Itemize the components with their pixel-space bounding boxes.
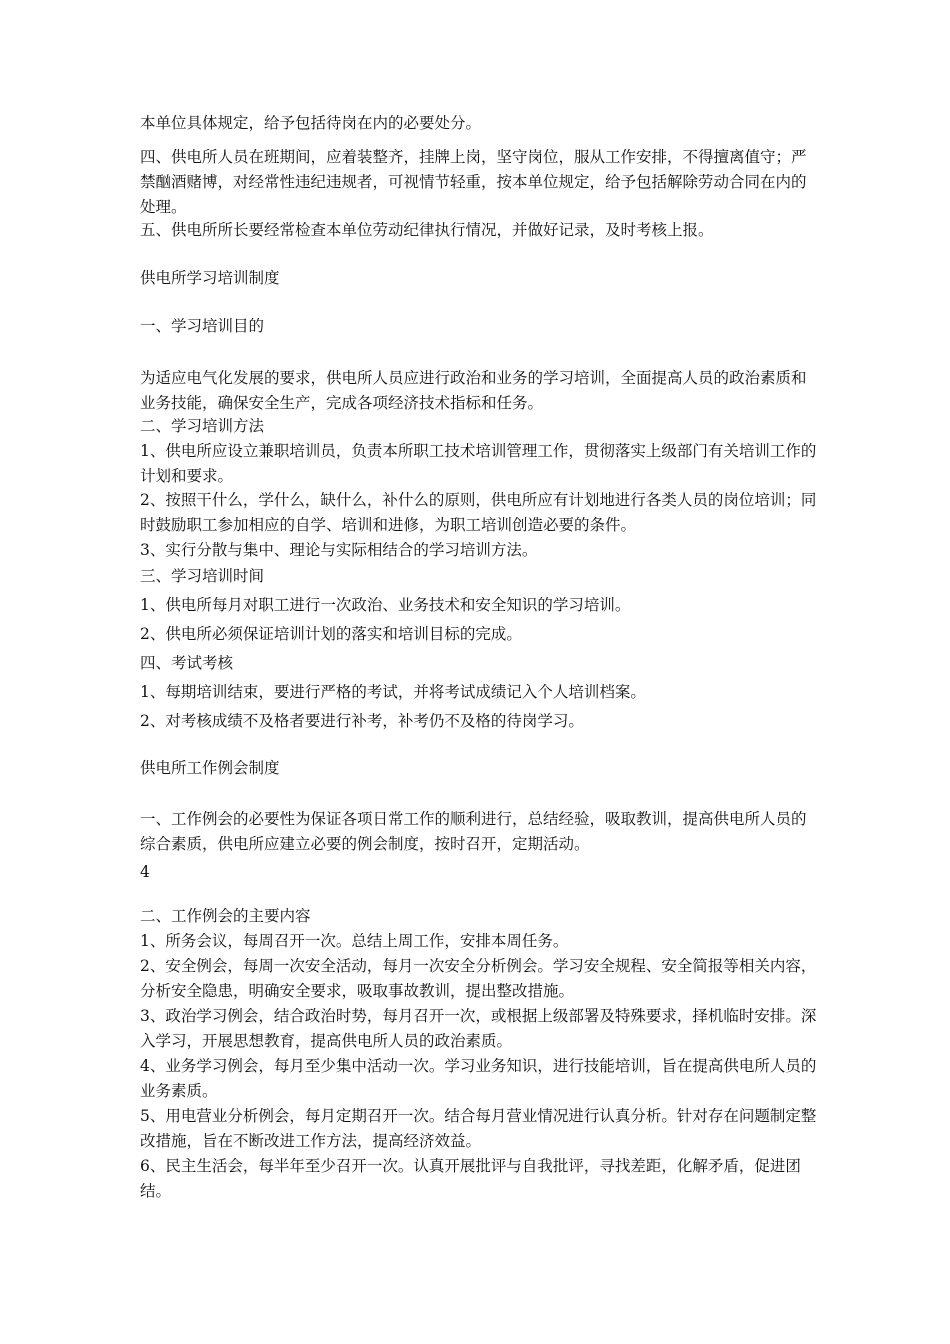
paragraph: 为适应电气化发展的要求，供电所人员应进行政治和业务的学习培训，全面提高人员的政治素质和业务技能，确保安全生产，完成各项经济技术指标和任务。 — [140, 369, 807, 412]
subsection-heading: 二、学习培训方法 — [140, 417, 265, 435]
page-number: 4 — [140, 863, 150, 881]
paragraph: 2、对考核成绩不及格者要进行补考，补考仍不及格的待岗学习。 — [140, 712, 584, 730]
paragraph: 3、政治学习例会，结合政治时势，每月召开一次，或根据上级部署及特殊要求，择机临时安排。深入学习，开展思想教育，提高供电所人员的政治素质。 — [140, 1007, 817, 1050]
paragraph: 1、供电所应设立兼职培训员，负责本所职工技术培训管理工作，贯彻落实上级部门有关培训工作的计划和要求。 — [140, 442, 817, 485]
subsection-heading: 二、工作例会的主要内容 — [140, 907, 311, 925]
subsection-heading: 四、考试考核 — [140, 654, 234, 672]
subsection-heading: 一、学习培训目的 — [140, 317, 265, 335]
subsection-heading: 三、学习培训时间 — [140, 567, 265, 585]
paragraph: 6、民主生活会，每半年至少召开一次。认真开展批评与自我批评，寻找差距，化解矛盾，促进团结。 — [140, 1157, 801, 1200]
paragraph: 5、用电营业分析例会，每月定期召开一次。结合每月营业情况进行认真分析。针对存在问题制定整改措施，旨在不断改进工作方法，提高经济效益。 — [140, 1107, 817, 1150]
paragraph: 1、每期培训结束，要进行严格的考试，并将考试成绩记入个人培训档案。 — [140, 683, 646, 701]
paragraph: 2、供电所必须保证培训计划的落实和培训目标的完成。 — [140, 625, 522, 643]
paragraph: 4、业务学习例会，每月至少集中活动一次。学习业务知识，进行技能培训，旨在提高供电所人员的业务素质。 — [140, 1057, 817, 1100]
section-heading: 供电所学习培训制度 — [140, 269, 280, 287]
paragraph: 四、供电所人员在班期间，应着装整齐，挂牌上岗，坚守岗位，服从工作安排，不得擅离值守；严禁酗酒赌博，对经常性违纪违规者，可视情节轻重，按本单位规定，给予包括解除劳动合同在内的处理。 — [140, 148, 807, 216]
paragraph: 2、按照干什么，学什么，缺什么，补什么的原则，供电所应有计划地进行各类人员的岗位培训；同时鼓励职工参加相应的自学、培训和进修，为职工培训创造必要的条件。 — [140, 491, 817, 534]
paragraph: 1、供电所每月对职工进行一次政治、业务技术和安全知识的学习培训。 — [140, 596, 631, 614]
paragraph: 2、安全例会，每周一次安全活动，每月一次安全分析例会。学习安全规程、安全简报等相关内容，分析安全隐患，明确安全要求，吸取事故教训，提出整改措施。 — [140, 957, 817, 1000]
paragraph: 3、实行分散与集中、理论与实际相结合的学习培训方法。 — [140, 541, 538, 559]
section-heading: 供电所工作例会制度 — [140, 759, 280, 777]
paragraph: 本单位具体规定，给予包括待岗在内的必要处分。 — [140, 114, 482, 132]
paragraph: 一、工作例会的必要性为保证各项日常工作的顺利进行，总结经验，吸取教训，提高供电所人员的综合素质，供电所应建立必要的例会制度，按时召开，定期活动。 — [140, 810, 807, 853]
paragraph: 1、所务会议，每周召开一次。总结上周工作，安排本周任务。 — [140, 932, 569, 950]
paragraph: 五、供电所所长要经常检查本单位劳动纪律执行情况，并做好记录，及时考核上报。 — [140, 221, 714, 239]
